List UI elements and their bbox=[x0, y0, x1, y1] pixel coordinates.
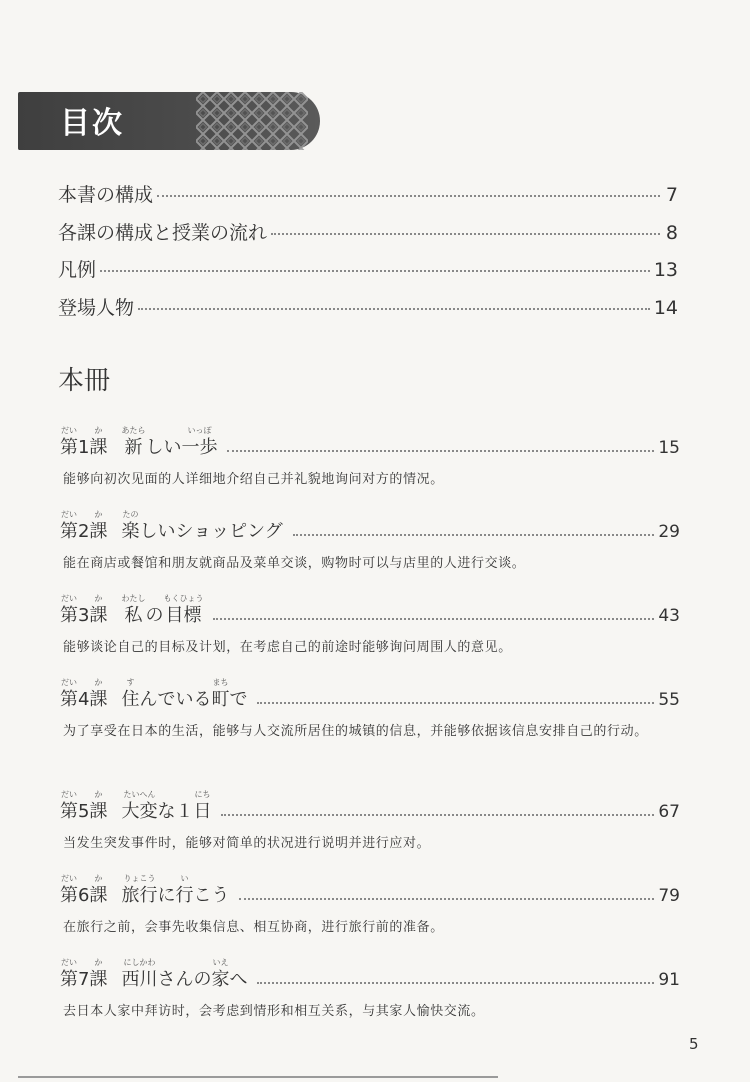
title-text: な１ bbox=[157, 801, 194, 822]
lesson-dai bbox=[60, 426, 78, 460]
lesson-page-number: 43 bbox=[658, 606, 680, 626]
ruby-reading: か bbox=[94, 510, 103, 519]
ruby-base: 私 bbox=[124, 605, 143, 626]
lesson-heading bbox=[60, 950, 680, 992]
lesson-entry[interactable] bbox=[60, 670, 680, 746]
section-heading: 本冊 bbox=[58, 366, 111, 396]
ruby-base: 町 bbox=[211, 689, 230, 710]
ruby-reading: にち bbox=[194, 790, 211, 799]
title-text: に bbox=[157, 885, 176, 906]
ruby-base: 西川 bbox=[121, 969, 158, 990]
toc-row[interactable] bbox=[58, 293, 678, 331]
ruby-base: 第 bbox=[60, 969, 78, 990]
lesson-title bbox=[121, 874, 229, 908]
title-text: んでいる bbox=[139, 689, 212, 710]
ruby-base: 課 bbox=[89, 689, 108, 710]
lesson-title bbox=[121, 958, 247, 992]
lesson-description: 在旅行之前，会事先收集信息、相互协商，进行旅行前的准备。 bbox=[63, 920, 444, 935]
lesson-entry[interactable] bbox=[60, 782, 680, 858]
title-ruby bbox=[121, 510, 139, 544]
toc-entry-label: 本書の構成 bbox=[58, 184, 154, 206]
ruby-reading: か bbox=[94, 426, 103, 435]
toc-row[interactable] bbox=[58, 180, 678, 218]
ruby-base: 日 bbox=[193, 801, 212, 822]
title-ruby bbox=[121, 874, 157, 908]
lesson-page-number: 91 bbox=[658, 970, 680, 990]
lesson-heading bbox=[60, 866, 680, 908]
ruby-base: 課 bbox=[89, 969, 108, 990]
toc-row[interactable] bbox=[58, 255, 678, 293]
title-text: さんの bbox=[157, 969, 212, 990]
ruby-reading: だい bbox=[61, 874, 77, 883]
ruby-reading: だい bbox=[61, 958, 77, 967]
leader-dots bbox=[100, 270, 650, 272]
lesson-description: 去日本人家中拜访时，会考虑到情形和相互关系，与其家人愉快交流。 bbox=[63, 1004, 485, 1019]
leader-dots bbox=[257, 982, 654, 984]
title-ruby bbox=[175, 874, 193, 908]
title-ruby bbox=[121, 958, 157, 992]
ruby-base: 第 bbox=[60, 437, 78, 458]
lesson-number: 5 bbox=[78, 801, 90, 822]
ruby-reading: だい bbox=[61, 594, 77, 603]
lattice-pattern-icon bbox=[196, 92, 308, 150]
ruby-reading: だい bbox=[61, 510, 77, 519]
title-ruby bbox=[121, 678, 139, 712]
title-text: の bbox=[145, 605, 164, 626]
bottom-rule bbox=[18, 1076, 498, 1078]
lesson-description: 能够向初次见面的人详细地介绍自己并礼貌地询问对方的情况。 bbox=[63, 472, 444, 487]
ruby-reading: だい bbox=[61, 678, 77, 687]
lesson-ka bbox=[89, 874, 107, 908]
lesson-heading bbox=[60, 782, 680, 824]
ruby-reading: だい bbox=[61, 790, 77, 799]
ruby-reading: か bbox=[94, 790, 103, 799]
ruby-base: 課 bbox=[89, 885, 108, 906]
ruby-base: 課 bbox=[89, 437, 108, 458]
ruby-reading: たの bbox=[122, 510, 139, 519]
toc-page-number: 8 bbox=[665, 221, 678, 244]
toc-entry-label: 凡例 bbox=[58, 259, 97, 281]
lesson-heading bbox=[60, 418, 680, 460]
lesson-page-number: 29 bbox=[658, 522, 680, 542]
lesson-dai bbox=[60, 874, 78, 908]
ruby-base: 第 bbox=[60, 605, 78, 626]
leader-dots bbox=[157, 195, 660, 197]
lesson-number: 2 bbox=[78, 521, 90, 542]
lesson-number: 3 bbox=[78, 605, 90, 626]
title-ruby bbox=[211, 678, 229, 712]
ruby-base: 行 bbox=[175, 885, 194, 906]
lesson-description: 当发生突发事件时，能够对简单的状况进行说明并进行应对。 bbox=[63, 836, 431, 851]
ruby-reading: い bbox=[180, 874, 189, 883]
ruby-reading: す bbox=[126, 678, 135, 687]
lesson-heading bbox=[60, 586, 680, 628]
ruby-base: 旅行 bbox=[121, 885, 158, 906]
leader-dots bbox=[271, 233, 660, 235]
lesson-page-number: 55 bbox=[658, 690, 680, 710]
title-text: こう bbox=[193, 885, 230, 906]
ruby-reading: か bbox=[94, 678, 103, 687]
ruby-base: 一歩 bbox=[181, 437, 218, 458]
ruby-base: 課 bbox=[89, 521, 108, 542]
page-title: 目次 bbox=[60, 106, 124, 141]
toc-row[interactable] bbox=[58, 218, 678, 256]
lesson-dai bbox=[60, 958, 78, 992]
lesson-dai bbox=[60, 790, 78, 824]
front-matter-toc bbox=[58, 180, 678, 330]
leader-dots bbox=[227, 450, 654, 452]
ruby-base: 新 bbox=[124, 437, 143, 458]
lesson-page-number: 67 bbox=[658, 802, 680, 822]
lesson-ka bbox=[89, 426, 107, 460]
leader-dots bbox=[213, 618, 654, 620]
lesson-dai bbox=[60, 594, 78, 628]
ruby-reading: だい bbox=[61, 426, 77, 435]
ruby-reading: まち bbox=[212, 678, 229, 687]
lesson-title bbox=[121, 426, 217, 460]
ruby-base: 目標 bbox=[165, 605, 202, 626]
ruby-base: 住 bbox=[121, 689, 140, 710]
title-text: しい bbox=[145, 437, 182, 458]
lesson-number: 4 bbox=[78, 689, 90, 710]
ruby-base: 第 bbox=[60, 801, 78, 822]
title-ruby bbox=[181, 426, 217, 460]
ruby-base: 第 bbox=[60, 521, 78, 542]
title-ruby bbox=[121, 790, 157, 824]
lesson-heading bbox=[60, 670, 680, 712]
lesson-title bbox=[121, 790, 211, 824]
lesson-number: 1 bbox=[78, 437, 90, 458]
ruby-base: 課 bbox=[89, 801, 108, 822]
toc-page-number: 14 bbox=[653, 296, 678, 319]
ruby-base: 第 bbox=[60, 885, 78, 906]
leader-dots bbox=[239, 898, 654, 900]
lesson-heading bbox=[60, 502, 680, 544]
lesson-page-number: 79 bbox=[658, 886, 680, 906]
lesson-dai bbox=[60, 510, 78, 544]
toc-page-number: 13 bbox=[653, 259, 678, 281]
lesson-entry[interactable] bbox=[60, 586, 680, 662]
ruby-base: 家 bbox=[211, 969, 230, 990]
lesson-entry[interactable] bbox=[60, 502, 680, 578]
leader-dots bbox=[293, 534, 655, 536]
ruby-reading: にしかわ bbox=[123, 958, 156, 967]
ruby-reading: か bbox=[94, 958, 103, 967]
ruby-reading: か bbox=[94, 874, 103, 883]
ruby-reading: あたら bbox=[121, 426, 146, 435]
lesson-entry[interactable] bbox=[60, 418, 680, 494]
lesson-description: 能在商店或餐馆和朋友就商品及菜单交谈，购物时可以与店里的人进行交谈。 bbox=[63, 556, 526, 571]
title-ruby bbox=[163, 594, 203, 628]
lesson-ka bbox=[89, 594, 107, 628]
leader-dots bbox=[221, 814, 654, 816]
title-ruby bbox=[193, 790, 211, 824]
ruby-reading: りょこう bbox=[123, 874, 156, 883]
toc-page-number: 7 bbox=[665, 184, 678, 206]
lesson-number: 6 bbox=[78, 885, 90, 906]
ruby-reading: か bbox=[94, 594, 103, 603]
title-ruby bbox=[121, 594, 145, 628]
ruby-base: 大変 bbox=[121, 801, 158, 822]
toc-entry-label: 各課の構成と授業の流れ bbox=[58, 221, 268, 244]
lesson-page-number: 15 bbox=[658, 438, 680, 458]
ruby-base: 楽 bbox=[121, 521, 140, 542]
lesson-description: 能够谈论自己的目标及计划，在考虑自己的前途时能够询问周围人的意见。 bbox=[63, 640, 512, 655]
lesson-ka bbox=[89, 790, 107, 824]
ruby-base: 第 bbox=[60, 689, 78, 710]
lesson-entry[interactable] bbox=[60, 950, 680, 1026]
title-ruby bbox=[211, 958, 229, 992]
lesson-title bbox=[121, 510, 282, 544]
title-ruby bbox=[121, 426, 145, 460]
contents-header-banner bbox=[18, 92, 320, 150]
lesson-description: 为了享受在日本的生活，能够与人交流所居住的城镇的信息，并能够依据该信息安排自己的行动。 bbox=[63, 724, 648, 739]
lesson-ka bbox=[89, 678, 107, 712]
title-text: で bbox=[229, 689, 248, 710]
ruby-reading: いえ bbox=[212, 958, 229, 967]
lesson-ka bbox=[89, 510, 107, 544]
lesson-title bbox=[121, 594, 203, 628]
ruby-reading: いっぽ bbox=[187, 426, 212, 435]
lesson-title bbox=[121, 678, 247, 712]
page-number: 5 bbox=[689, 1035, 699, 1053]
toc-entry-label: 登場人物 bbox=[58, 296, 135, 319]
lesson-entry[interactable] bbox=[60, 866, 680, 942]
lesson-number: 7 bbox=[78, 969, 90, 990]
leader-dots bbox=[138, 308, 650, 310]
ruby-reading: もくひょう bbox=[163, 594, 204, 603]
ruby-reading: わたし bbox=[121, 594, 146, 603]
leader-dots bbox=[257, 702, 654, 704]
ruby-base: 課 bbox=[89, 605, 108, 626]
title-text: しいショッピング bbox=[139, 521, 283, 542]
ruby-reading: たいへん bbox=[123, 790, 156, 799]
title-text: へ bbox=[229, 969, 248, 990]
lesson-dai bbox=[60, 678, 78, 712]
lesson-ka bbox=[89, 958, 107, 992]
